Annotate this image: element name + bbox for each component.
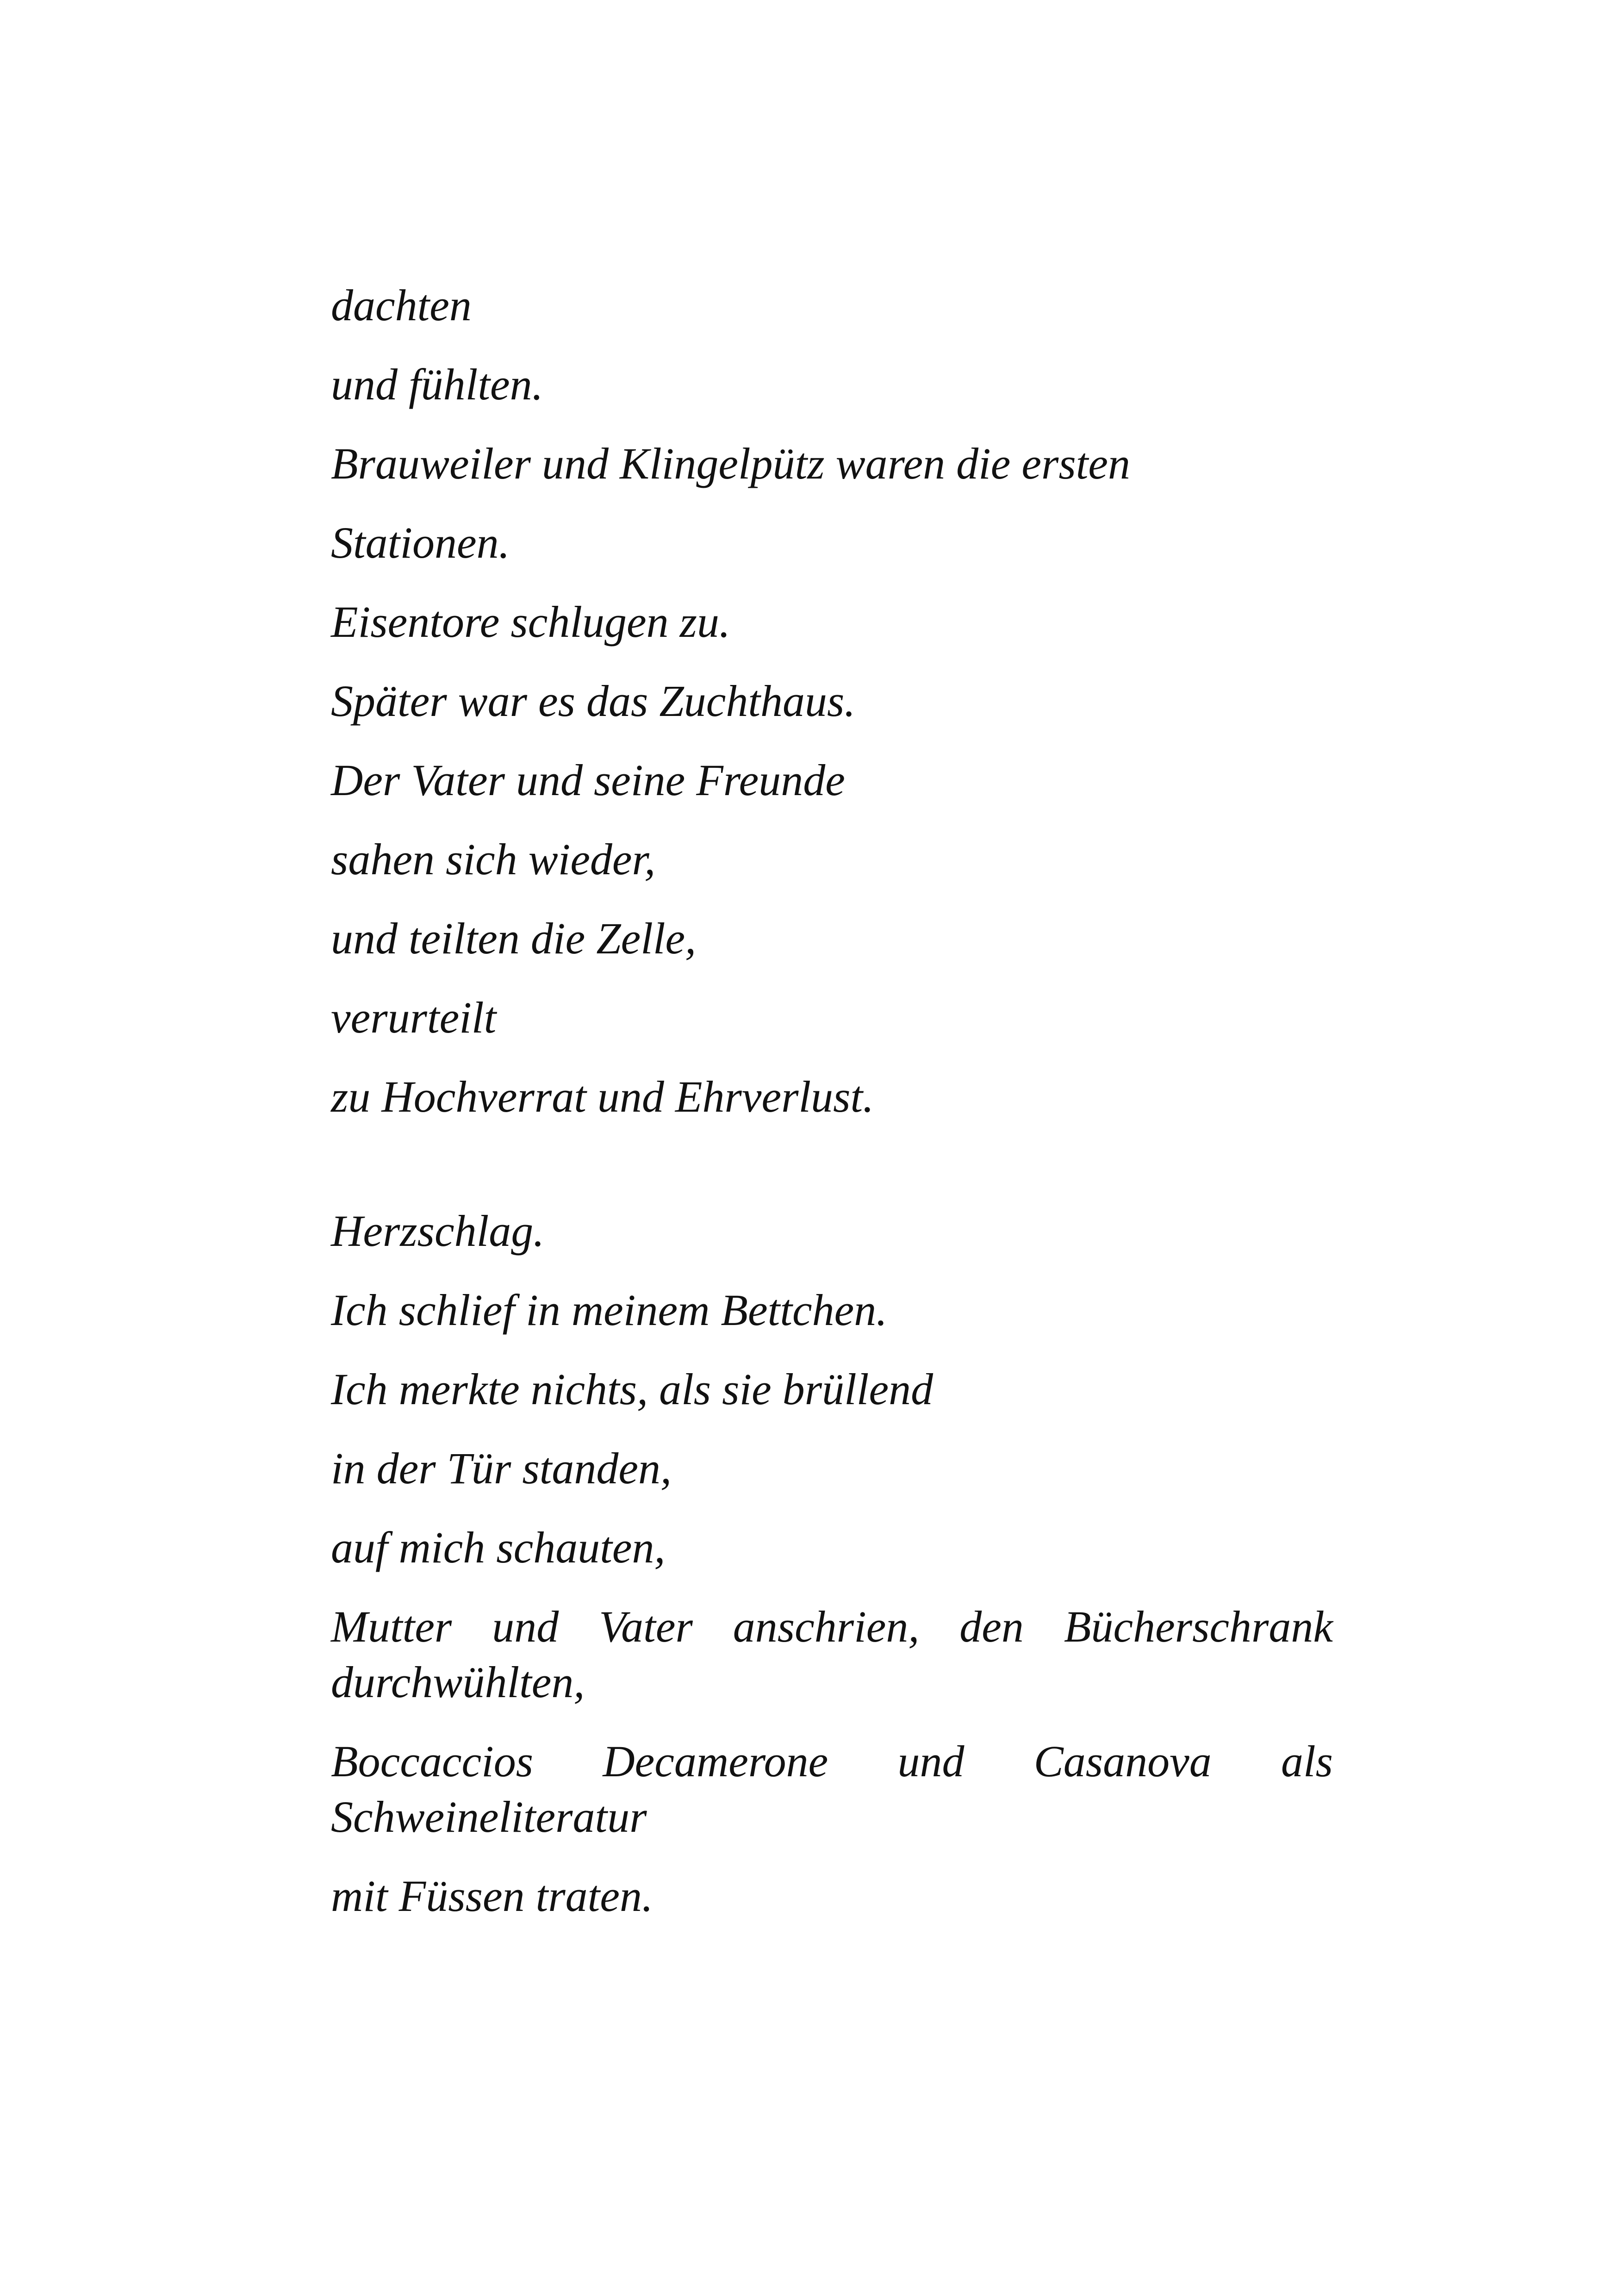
poem-line: dachten xyxy=(331,280,472,330)
poem-line: Boccaccios Decamerone und Casanova als Schweineliteratur xyxy=(331,1736,1333,1842)
poem-line: Stationen. xyxy=(331,518,510,567)
poem-line: auf mich schauten, xyxy=(331,1523,666,1572)
poem-text xyxy=(331,278,1333,1948)
poem-line: mit Füssen traten. xyxy=(331,1871,653,1921)
poem-line: in der Tür standen, xyxy=(331,1444,672,1493)
stanza-2 xyxy=(331,1203,1333,1924)
poem-line: sahen sich wieder, xyxy=(331,834,656,884)
poem-line: verurteilt xyxy=(331,993,497,1042)
poem-line: zu Hochverrat und Ehrverlust. xyxy=(331,1072,874,1121)
poem-line: Mutter und Vater anschrien, den Bücherschrank durchwühlten, xyxy=(331,1602,1333,1707)
poem-line: und teilten die Zelle, xyxy=(331,914,697,963)
poem-line: Brauweiler und Klingelpütz waren die ersten xyxy=(331,439,1130,488)
poem-line: Später war es das Zuchthaus. xyxy=(331,676,856,726)
stanza-1 xyxy=(331,278,1333,1125)
poem-line: und fühlten. xyxy=(331,360,543,409)
poem-line: Herzschlag. xyxy=(331,1206,545,1256)
poem-line: Ich merkte nichts, als sie brüllend xyxy=(331,1364,933,1414)
poem-line: Ich schlief in meinem Bettchen. xyxy=(331,1285,888,1335)
poem-line: Eisentore schlugen zu. xyxy=(331,597,730,647)
poem-line: Der Vater und seine Freunde xyxy=(331,755,845,805)
